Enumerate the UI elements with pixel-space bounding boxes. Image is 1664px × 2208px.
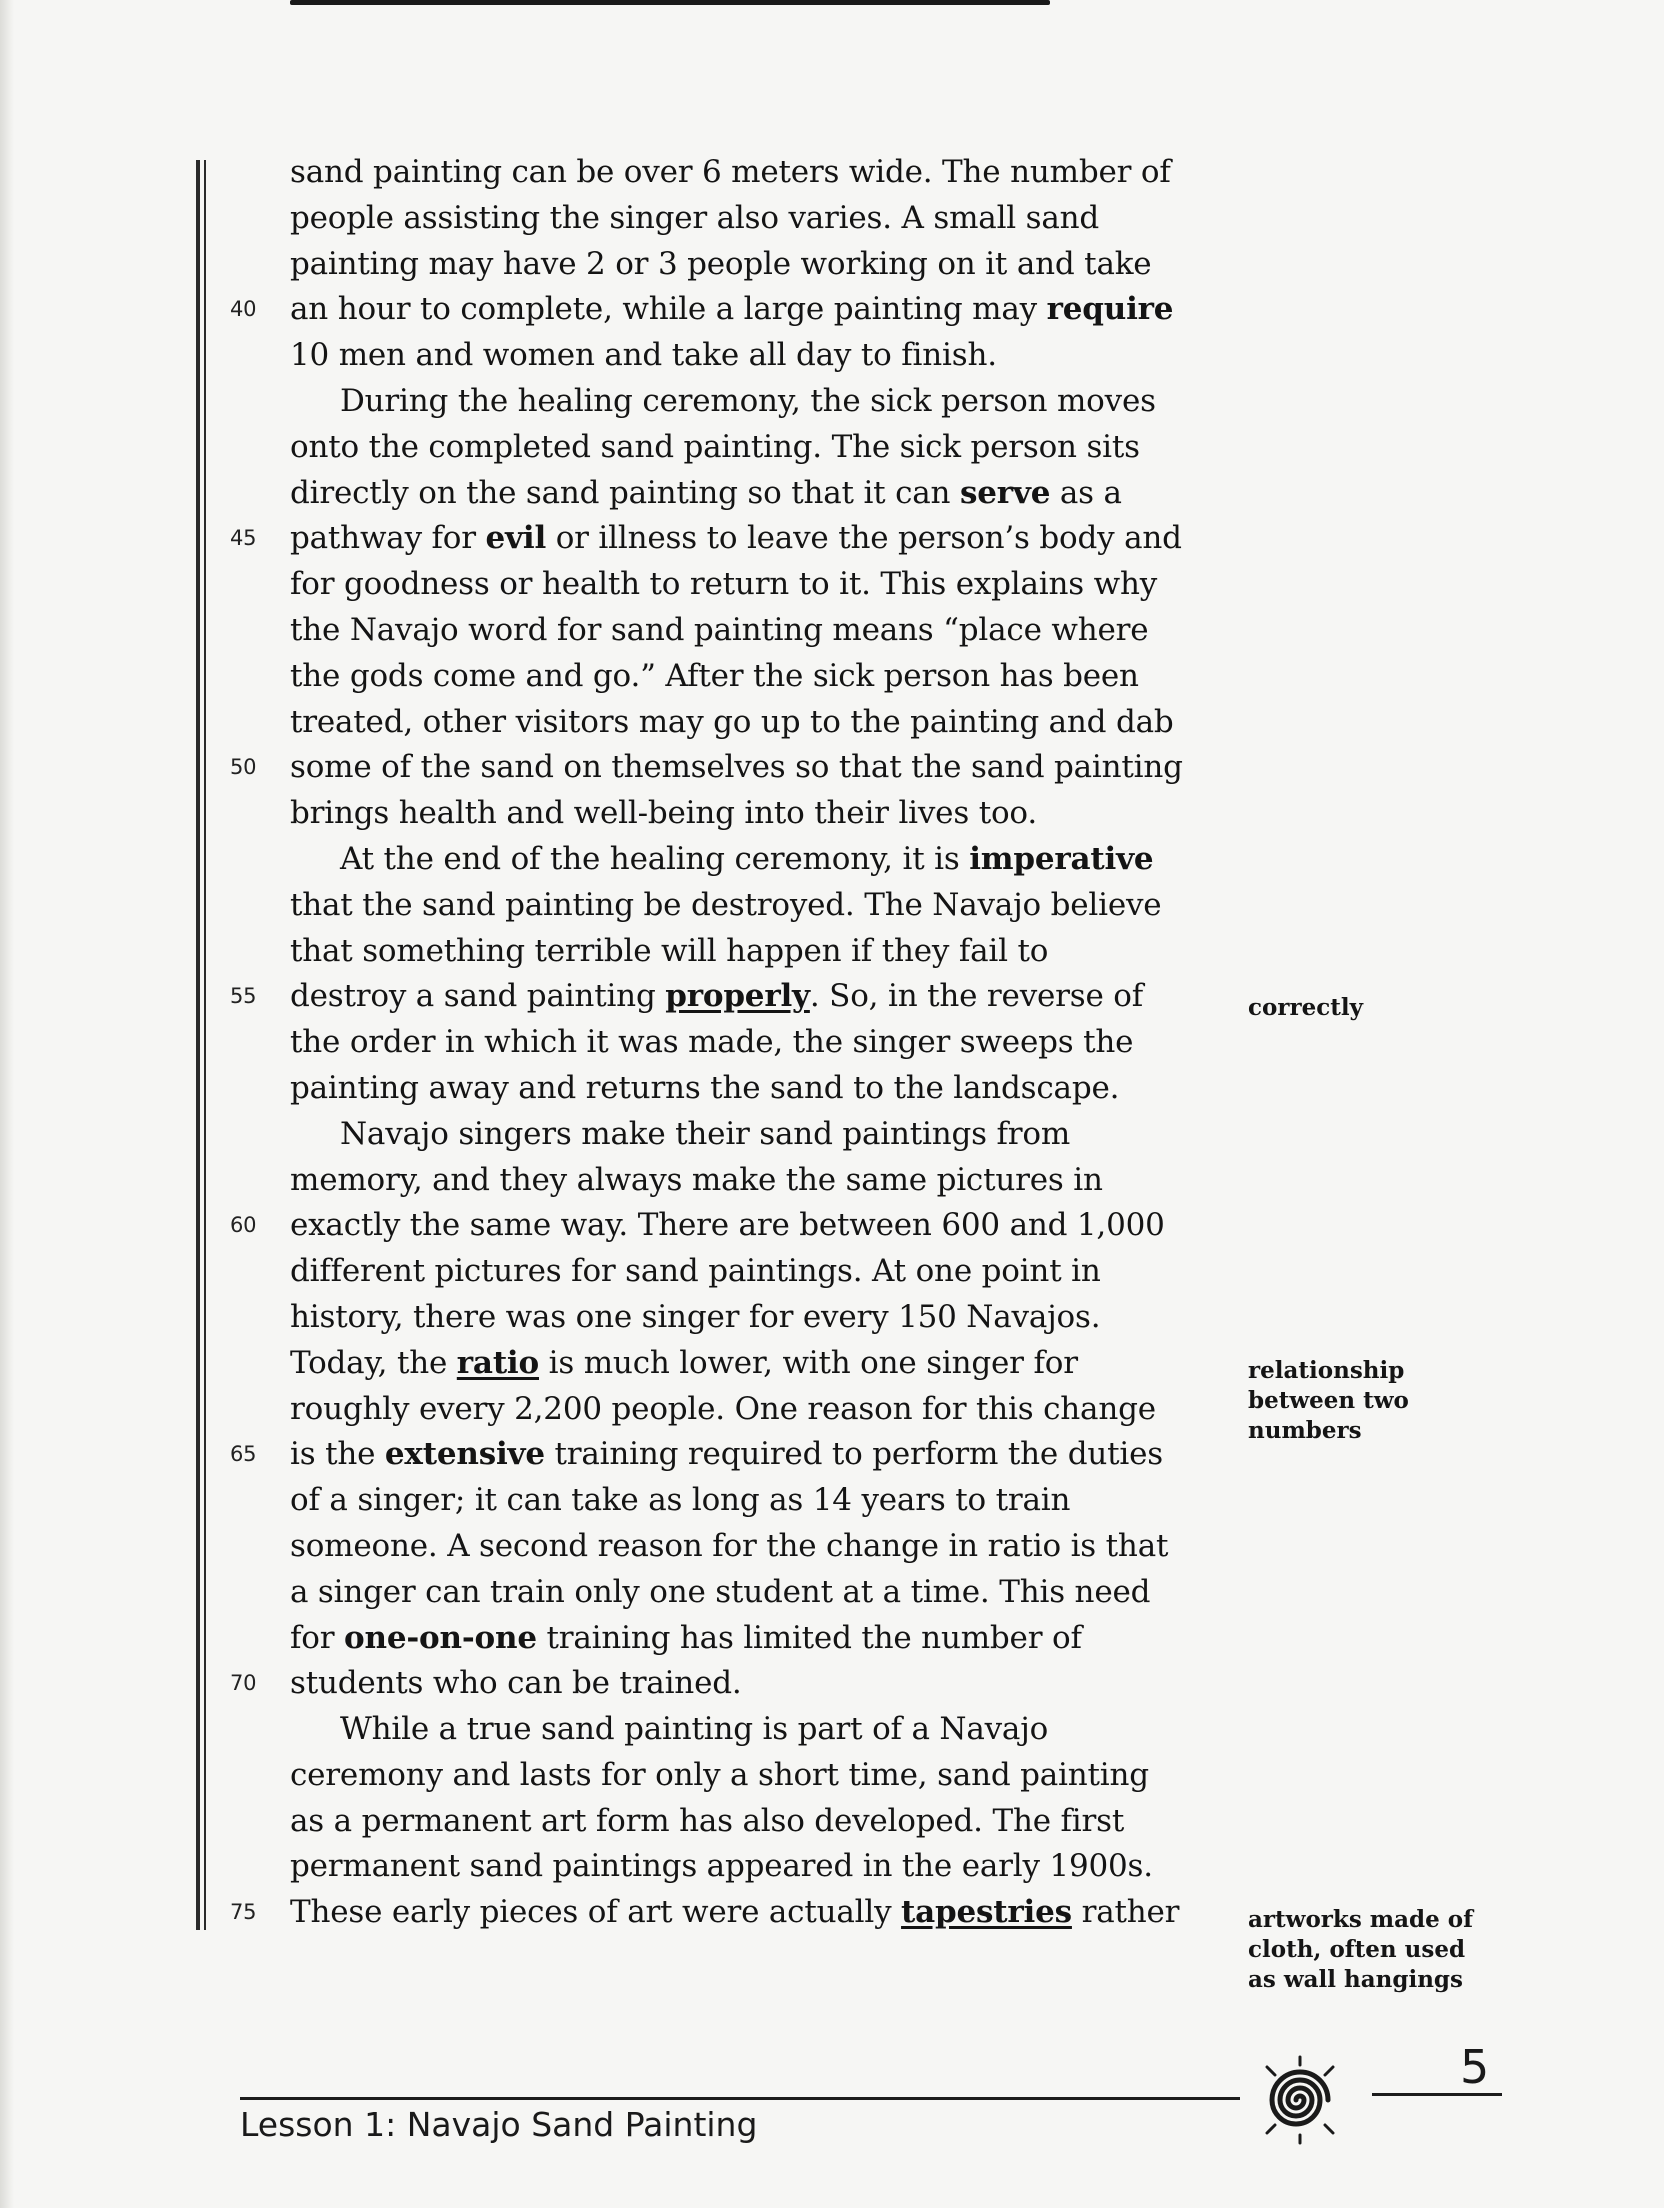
passage-line xyxy=(290,883,1230,929)
passage-line xyxy=(290,791,1230,837)
passage-line xyxy=(290,1249,1230,1295)
passage-line xyxy=(290,1616,1230,1662)
page-number: 5 xyxy=(1460,2040,1490,2094)
passage-line xyxy=(230,974,1230,1020)
text-run: destroy a sand painting xyxy=(290,978,666,1015)
footer-rule xyxy=(240,2097,1240,2100)
passage-line xyxy=(230,1890,1230,1936)
passage-line xyxy=(290,608,1230,654)
text-run: treated, other visitors may go up to the painting and dab xyxy=(290,703,1174,740)
passage-line xyxy=(290,1158,1230,1204)
text-run: or illness to leave the person’s body and xyxy=(546,520,1182,557)
line-number: 70 xyxy=(230,1671,257,1696)
text-run: is the xyxy=(290,1436,385,1473)
text-run: some of the sand on themselves so that the sand painting xyxy=(290,749,1183,786)
text-run: ceremony and lasts for only a short time, sand painting xyxy=(290,1756,1149,1793)
passage-line xyxy=(290,1066,1230,1112)
text-run: rather xyxy=(1071,1894,1180,1931)
line-number: 55 xyxy=(230,984,257,1009)
text-run: During the healing ceremony, the sick person moves xyxy=(340,382,1156,419)
text-run: for xyxy=(290,1619,345,1656)
text-run: While a true sand painting is part of a Navajo xyxy=(340,1711,1049,1748)
passage-line xyxy=(290,379,1230,425)
passage-line xyxy=(290,1478,1230,1524)
gloss-ratio: relationship between two numbers xyxy=(1248,1357,1409,1444)
text-run: painting may have 2 or 3 people working on it and take xyxy=(290,245,1152,282)
passage-line xyxy=(290,1020,1230,1066)
text-run: an hour to complete, while a large painting may xyxy=(290,291,1047,328)
line-number: 65 xyxy=(230,1442,257,1467)
passage-line xyxy=(290,1112,1230,1158)
text-run: At the end of the healing ceremony, it is xyxy=(340,840,970,877)
text-run: people assisting the singer also varies. A small sand xyxy=(290,199,1100,236)
text-run: training required to perform the duties xyxy=(544,1436,1163,1473)
text-run: a singer can train only one student at a time. This need xyxy=(290,1573,1151,1610)
text-run: of a singer; it can take as long as 14 years to train xyxy=(290,1482,1071,1519)
passage-line xyxy=(230,516,1230,562)
text-run: directly on the sand painting so that it can xyxy=(290,474,960,511)
swirl-logo-icon xyxy=(1255,2055,1345,2145)
passage-line xyxy=(290,1844,1230,1890)
lesson-title: Lesson 1: Navajo Sand Painting xyxy=(240,2105,758,2144)
vocab-word: serve xyxy=(959,474,1051,511)
text-run: painting away and returns the sand to the landscape. xyxy=(290,1069,1120,1106)
passage-line xyxy=(230,1661,1230,1707)
passage-line xyxy=(290,425,1230,471)
text-run: memory, and they always make the same pictures in xyxy=(290,1161,1103,1198)
passage-line xyxy=(290,1753,1230,1799)
text-run: onto the completed sand painting. The sick person sits xyxy=(290,428,1140,465)
passage-line xyxy=(230,287,1230,333)
passage-line xyxy=(290,1707,1230,1753)
text-run: as a permanent art form has also developed. The first xyxy=(290,1802,1125,1839)
text-run: is much lower, with one singer for xyxy=(539,1344,1078,1381)
line-number: 40 xyxy=(230,297,257,322)
passage-line xyxy=(290,1524,1230,1570)
text-run: roughly every 2,200 people. One reason for this change xyxy=(290,1390,1156,1427)
text-run: sand painting can be over 6 meters wide. The number of xyxy=(290,154,1171,190)
text-run: training has limited the number of xyxy=(536,1619,1082,1656)
text-run: for goodness or health to return to it. This explains why xyxy=(290,566,1158,603)
text-run: students who can be trained. xyxy=(290,1665,742,1702)
top-rule xyxy=(290,0,1050,5)
text-run: different pictures for sand paintings. At one point in xyxy=(290,1253,1101,1290)
text-run: permanent sand paintings appeared in the early 1900s. xyxy=(290,1848,1153,1885)
glossed-vocab-word: ratio xyxy=(456,1344,539,1381)
text-run: brings health and well-being into their lives too. xyxy=(290,795,1037,832)
passage-line xyxy=(290,700,1230,746)
line-number: 75 xyxy=(230,1900,257,1925)
passage-line xyxy=(290,242,1230,288)
passage-line xyxy=(290,1570,1230,1616)
text-run: that something terrible will happen if they fail to xyxy=(290,932,1049,969)
text-run: someone. A second reason for the change in ratio is that xyxy=(290,1527,1169,1564)
text-run: the gods come and go.” After the sick person has been xyxy=(290,657,1139,694)
gloss-tapestries: artworks made of cloth, often used as wall hangings xyxy=(1248,1906,1473,1993)
glossed-vocab-word: properly xyxy=(665,978,810,1015)
passage-line xyxy=(290,150,1230,196)
passage-line xyxy=(290,1799,1230,1845)
text-run: pathway for xyxy=(290,520,486,557)
passage-line xyxy=(290,1295,1230,1341)
text-run: . So, in the reverse of xyxy=(809,978,1144,1015)
margin-bar xyxy=(196,160,206,1930)
text-run: 10 men and women and take all day to finish. xyxy=(290,337,997,374)
line-number: 60 xyxy=(230,1213,257,1238)
text-run: the order in which it was made, the singer sweeps the xyxy=(290,1024,1134,1061)
text-run: history, there was one singer for every 150 Navajos. xyxy=(290,1298,1101,1335)
gloss-properly: correctly xyxy=(1248,994,1363,1021)
passage-line xyxy=(290,196,1230,242)
text-run: Today, the xyxy=(290,1344,457,1381)
text-run: as a xyxy=(1050,474,1122,511)
line-number: 45 xyxy=(230,526,257,551)
text-run: that the sand painting be destroyed. The Navajo believe xyxy=(290,886,1162,923)
page-edge-shadow xyxy=(0,0,14,2208)
passage-line xyxy=(290,562,1230,608)
line-number: 50 xyxy=(230,755,257,780)
passage-line xyxy=(290,1341,1230,1387)
vocab-word: extensive xyxy=(384,1436,545,1473)
text-run: the Navajo word for sand painting means “place where xyxy=(290,611,1149,648)
passage-line xyxy=(290,654,1230,700)
passage-line xyxy=(230,1203,1230,1249)
passage-line xyxy=(230,1432,1230,1478)
passage-line xyxy=(290,333,1230,379)
passage-text xyxy=(230,150,1230,1936)
text-run: exactly the same way. There are between 600 and 1,000 xyxy=(290,1207,1165,1244)
passage-line xyxy=(230,745,1230,791)
passage-line xyxy=(290,837,1230,883)
vocab-word: require xyxy=(1046,291,1174,328)
passage-line xyxy=(290,471,1230,517)
vocab-word: one-on-one xyxy=(344,1619,537,1656)
vocab-word: imperative xyxy=(969,840,1154,877)
vocab-word: evil xyxy=(485,520,547,557)
text-run: These early pieces of art were actually xyxy=(290,1894,902,1931)
passage-line xyxy=(290,929,1230,975)
glossed-vocab-word: tapestries xyxy=(901,1894,1072,1931)
passage-line xyxy=(290,1387,1230,1433)
text-run: Navajo singers make their sand paintings from xyxy=(340,1115,1071,1152)
